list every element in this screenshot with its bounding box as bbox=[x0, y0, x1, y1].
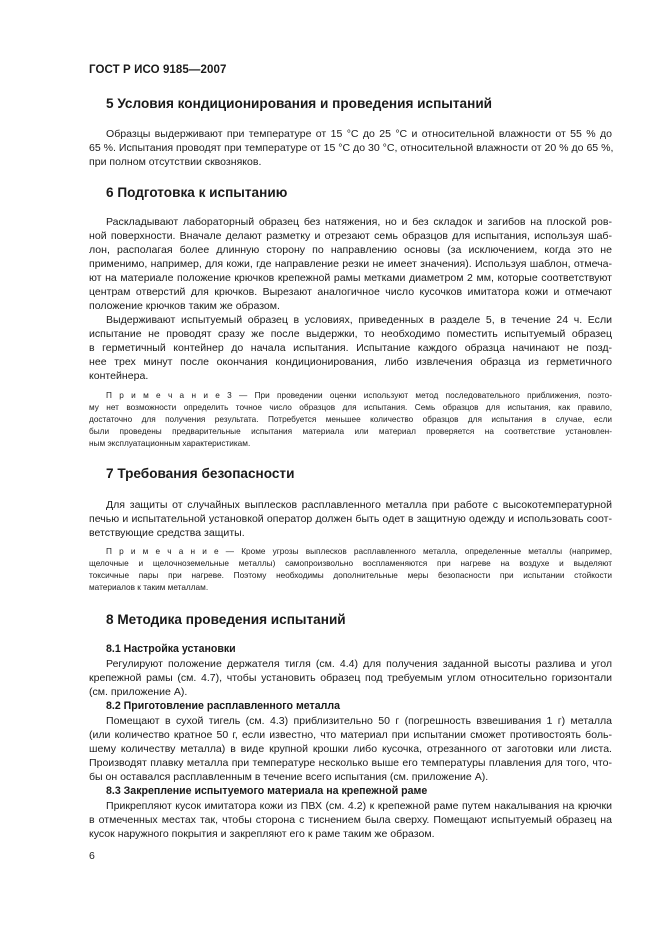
note-line: материалов к таким металлам. bbox=[89, 583, 209, 592]
section-5-heading: 5 Условия кондиционирования и проведения испытаний bbox=[106, 96, 493, 111]
subsection-8-2-heading: 8.2 Приготовление расплавленного металла bbox=[106, 700, 340, 712]
text-line: контейнера. bbox=[89, 370, 149, 382]
text-line: нее трех минут после окончания кондиционирования, либо извлечения образца из герметичного bbox=[89, 356, 612, 368]
text-line: ветствующие средства защиты. bbox=[89, 527, 245, 539]
text-line: кусок наружного покрытия и закрепляют его к раме таким же образом. bbox=[89, 828, 435, 840]
note-line: щелочные и щелочноземельные металлы) самопроизвольно воспламеняются при нагреве на воздухе и выделяют bbox=[89, 559, 612, 568]
text-line: печью и испытательной установкой оператор должен быть одет в защитную одежду и использовать соот- bbox=[89, 513, 612, 525]
text-line: шему количеству металла) в виде крупной крошки либо кусочка, отрезанного от заготовки или листа. bbox=[89, 743, 612, 755]
text-line: 65 %. Испытания проводят при температуре от 15 °С до 30 °С, относительной влажности от 20 % до 65 %, bbox=[89, 142, 614, 154]
subsection-8-1-heading: 8.1 Настройка установки bbox=[106, 643, 236, 655]
page-number: 6 bbox=[89, 850, 95, 862]
text-line: бы он оставался расплавленным в течение всего испытания (см. приложение А). bbox=[89, 771, 489, 783]
text-line: Производят плавку металла при температуре несколько выше его температуры плавления для того, что- bbox=[89, 757, 612, 769]
note-line: были проведены предварительные испытания материала или материал проверяется на соответствие установлен- bbox=[89, 427, 612, 436]
text-line: (или количество кратное 50 г, если известно, что материал при испытании сможет противостоять боль- bbox=[89, 729, 612, 741]
text-line: Для защиты от случайных выплесков расплавленного металла при работе с высокотемпературной bbox=[106, 499, 612, 511]
subsection-8-3-heading: 8.3 Закрепление испытуемого материала на крепежной раме bbox=[106, 785, 428, 797]
note-line: ным эксплуатационным характеристикам. bbox=[89, 439, 251, 448]
note-line: достаточно для получения результата. Потребуется меньшее количество образцов для испытания в случае, если bbox=[89, 415, 612, 424]
document-standard-id: ГОСТ Р ИСО 9185—2007 bbox=[89, 64, 227, 76]
text-line: (см. приложение А). bbox=[89, 686, 188, 698]
text-line: Образцы выдерживают при температуре от 15 °С до 25 °С и относительной влажности от 55 % до bbox=[106, 128, 612, 140]
text-line: Регулируют положение держателя тигля (см. 4.4) для получения заданной высоты разлива и угол bbox=[106, 658, 612, 670]
section-6-heading: 6 Подготовка к испытанию bbox=[106, 185, 288, 200]
text-line: Выдерживают испытуемый образец в условиях, приведенных в разделе 5, в течение 24 ч. Если bbox=[106, 314, 612, 326]
text-line: Прикрепляют кусок имитатора кожи из ПВХ (см. 4.2) к крепежной раме путем накалывания на крючки bbox=[106, 800, 612, 812]
text-line: в отмеченных местах так, чтобы сторона с тиснением была сверху. Помещают испытуемый образец на bbox=[89, 814, 612, 826]
text-line: лон, располагая более длинную сторону по направлению основы (за исключением, когда это не bbox=[89, 244, 612, 256]
text-line: крепежной рамы (см. 4.7), чтобы установить образец под требуемым углом относительно горизонтали bbox=[89, 672, 612, 684]
text-line: в герметичный контейнер до начала испытания. Испытание каждого образца начинают не позд- bbox=[89, 342, 612, 354]
text-line: ют на материале положение крючков крепежной рамы метками диаметром 2 мм, которые соответствуют bbox=[89, 272, 612, 284]
section-8-heading: 8 Методика проведения испытаний bbox=[106, 612, 346, 627]
text-line: применимо, например, для кожи, где направление резки не имеет значения). Используя шаблон, отмеча- bbox=[89, 258, 612, 270]
note-line: П р и м е ч а н и е 3 — При проведении оценки используют метод последовательного приближения, поэто- bbox=[106, 391, 612, 400]
text-line: ной поверхности. Вначале делают разметку и отрезают семь образцов для испытания, используя шаб- bbox=[89, 230, 612, 242]
text-line: положение крючков таким же образом. bbox=[89, 300, 280, 312]
note-line: му нет возможности определить точное число образцов для испытания. Семь образцов для испытания, как правило, bbox=[89, 403, 612, 412]
text-line: испытание не проводят сразу же после выдержки, то необходимо поместить испытуемый образец bbox=[89, 328, 612, 340]
text-line: центрам отверстий для крючков. Вырезают аналогичное число кусочков имитатора кожи и отмечают bbox=[89, 286, 612, 298]
section-7-heading: 7 Требования безопасности bbox=[106, 466, 295, 481]
text-line: Помещают в сухой тигель (см. 4.3) приблизительно 50 г (погрешность взвешивания 1 г) металла bbox=[106, 715, 612, 727]
text-line: при полном отсутствии сквозняков. bbox=[89, 156, 262, 168]
note-line: П р и м е ч а н и е — Кроме угрозы выплесков расплавленного металла, определенные металлы (например, bbox=[106, 547, 612, 556]
text-line: Раскладывают лабораторный образец без натяжения, но и без складок и загибов на плоской ров- bbox=[106, 216, 612, 228]
note-line: токсичные пары при нагреве. Поэтому необходимы дополнительные меры безопасности при испытании стойкости bbox=[89, 571, 612, 580]
